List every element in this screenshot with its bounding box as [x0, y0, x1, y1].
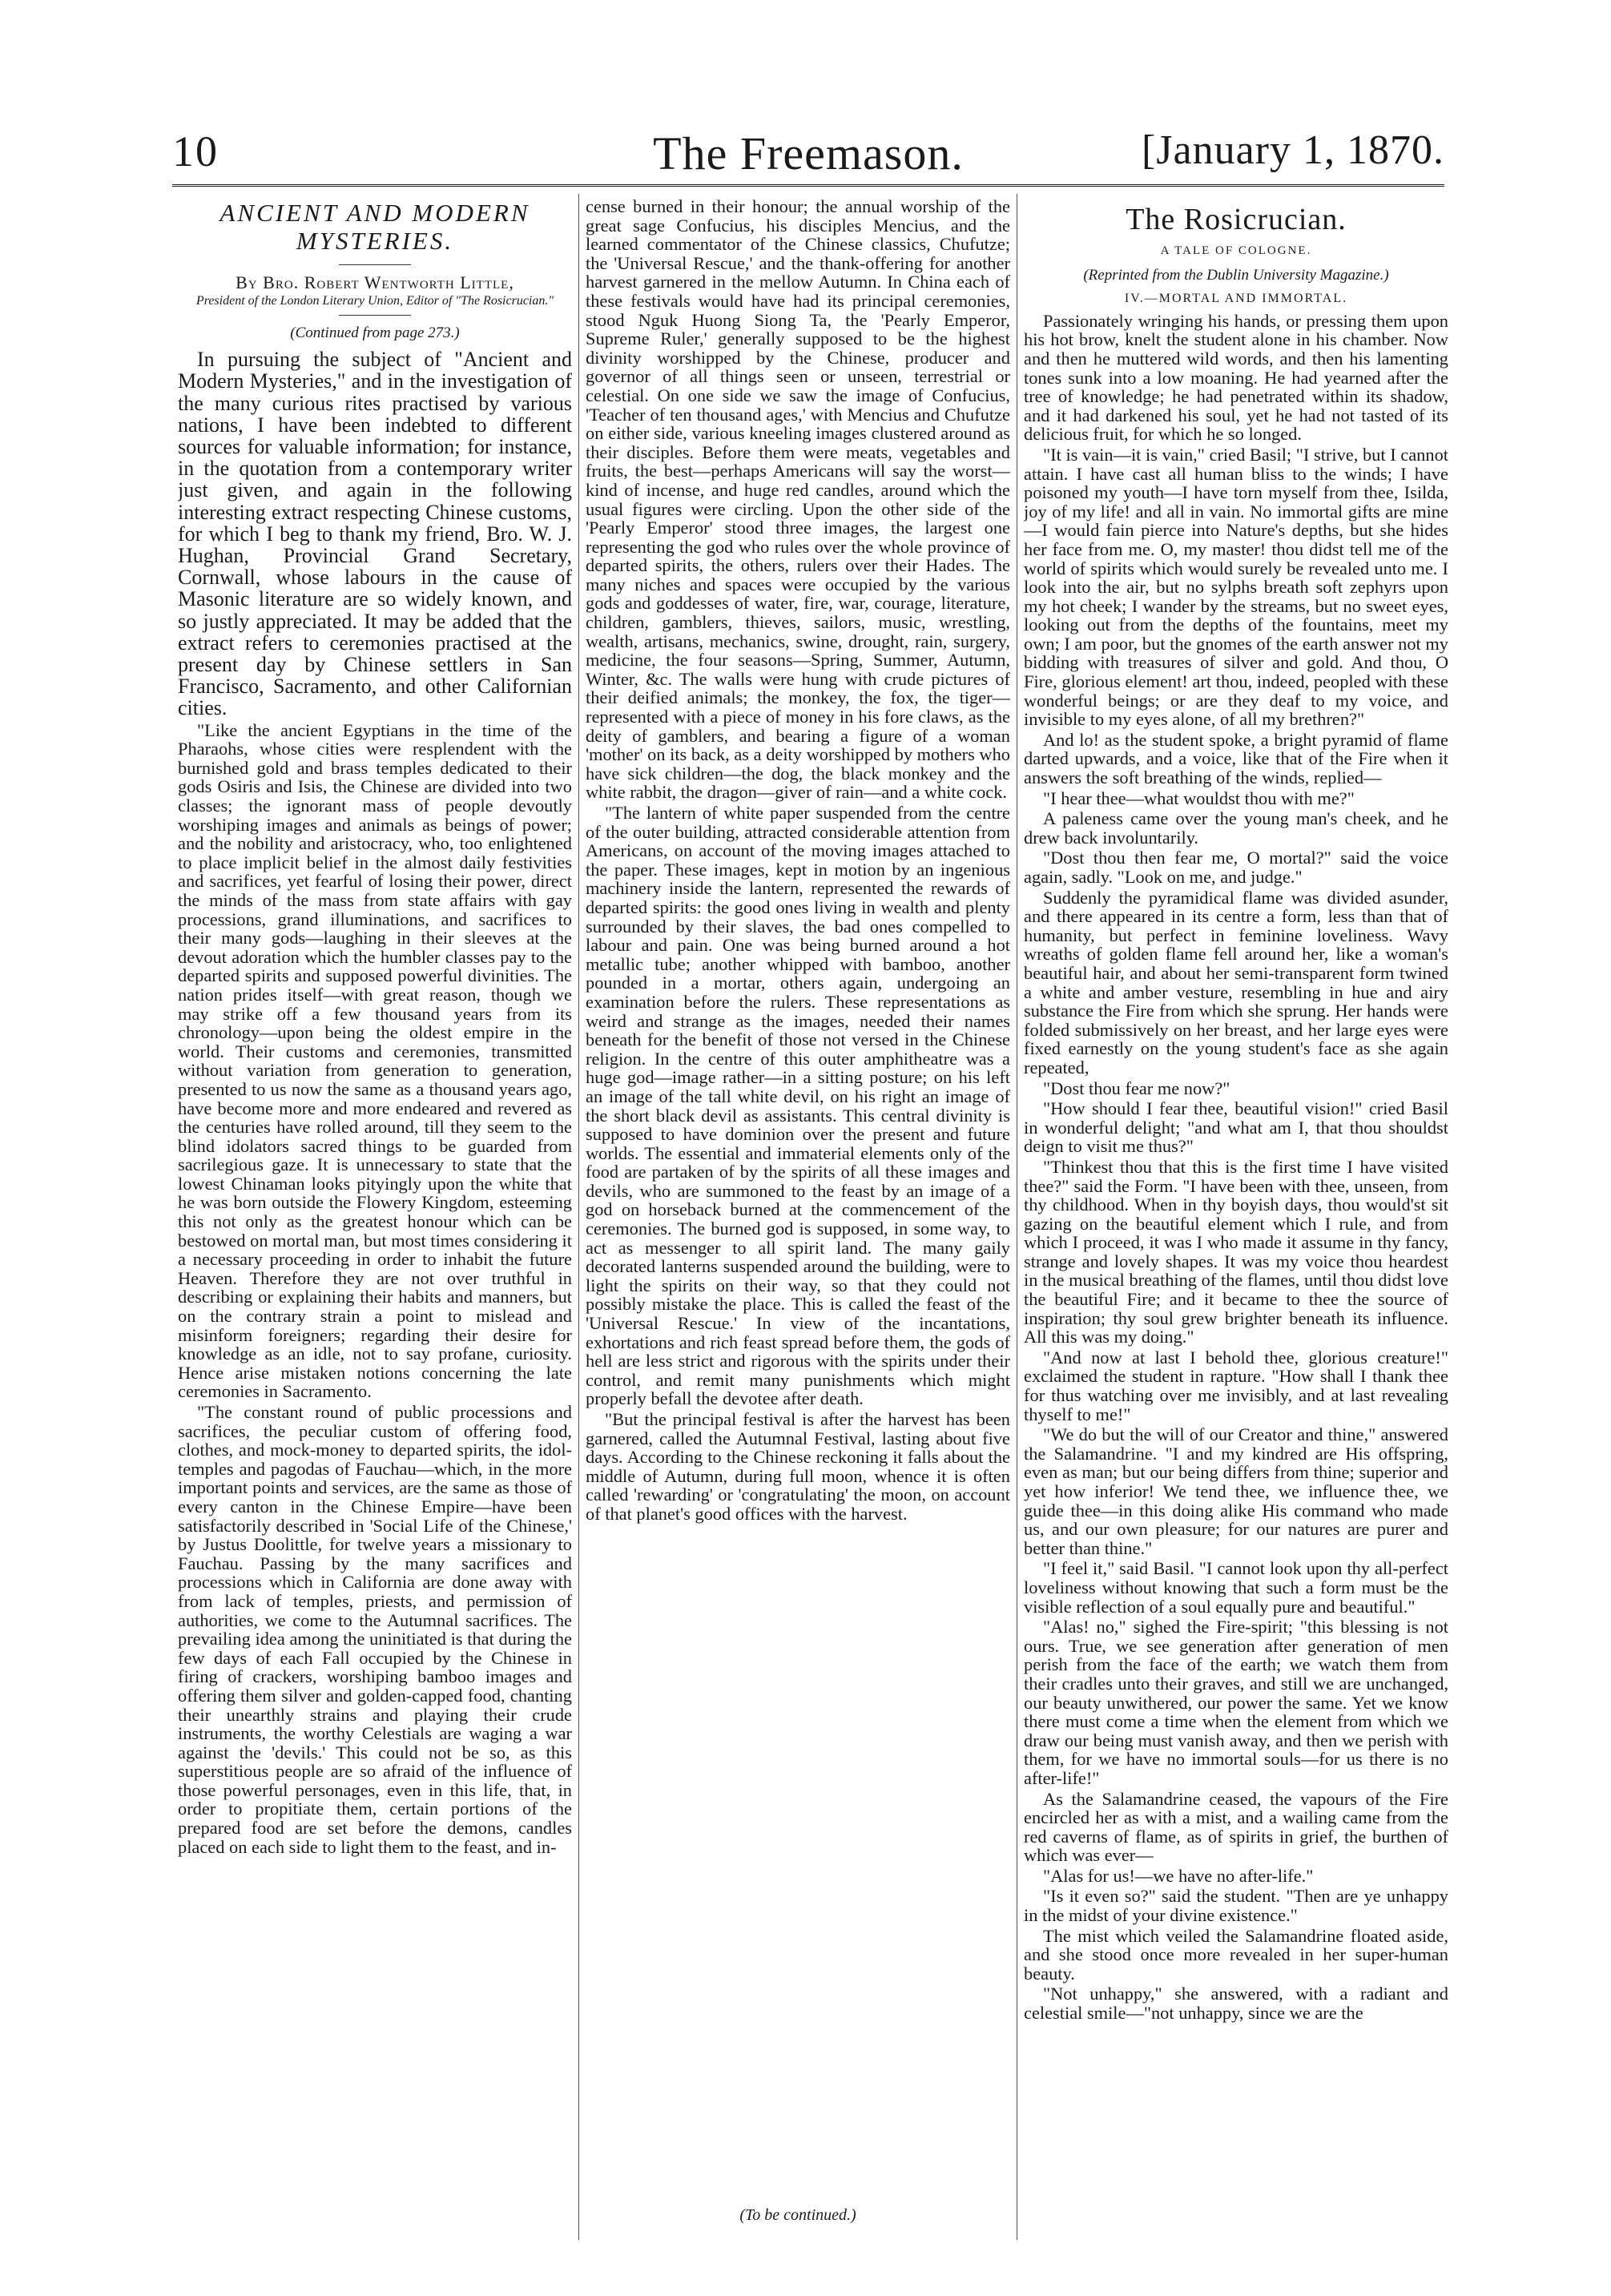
- column-1: [178, 197, 572, 2224]
- story-paragraph: "Alas! no," sighed the Fire-spirit; "this blessing is not ours. True, we see generation after generation of men perish from the face of the earth; we watch them from their cradles unto their graves, and still we are unchanged, our beauty unwithered, our power the same. Yet we know there must come a time when the element from which we draw our being must vanish away, and then we perish with them, for we have no immortal souls—for us there is no after-life!": [1024, 1617, 1448, 1788]
- column-3: [1024, 197, 1448, 2224]
- publication-title: The Freemason.: [653, 127, 964, 179]
- article-byline: By Bro. Robert Wentworth Little,: [236, 272, 514, 292]
- story-paragraph: "Dost thou fear me now?": [1043, 1078, 1230, 1098]
- body-paragraph: "Like the ancient Egyptians in the time of the Pharaohs, whose cities were resplendent with the burnished gold and brass temples dedicated to their gods Osiris and Isis, the Chinese are divided into two classes; the ignorant mass of people devoutly worshiping images and animals as beings of power; and the nobility and aristocracy, who, too enlightened to place implicit belief in the almost daily festivities and sacrifices, yet fearful of losing their power, direct the minds of the mass from state affairs with gay processions, grand illuminations, and sacrifices to their many gods—laughing in their sleeves at the devout adoration which the humbler classes pay to the departed spirits and supposed powerful divinities. The nation prides itself—with great reason, though we may strike off a few thousand years from its chronology—upon being the oldest empire in the world. Their customs and ceremonies, transmitted without variation from generation to generation, presented to us now the same as a thousand years ago, have become more and more endeared and revered as the centuries have rolled around, till they seem to the blind idolators sacred things to be guarded from sacrilegious gaze. It is unnecessary to state that the lowest Chinaman looks pityingly upon the white that he was born outside the Flowery Kingdom, esteeming this not only as the greatest honour which can be bestowed on mortal man, but most times considering it a necessary proceeding in order to inhabit the future Heaven. Therefore they are not over truthful in describing or explaining their habits and manners, but on the contrary strain a point to mislead and misinform foreigners; regarding their desire for knowledge as an idle, not to say profane, curiosity. Hence arise mistaken notions concerning the late ceremonies in Sacramento.: [178, 719, 572, 1402]
- article-headline: ANCIENT AND MODERN MYSTERIES.: [219, 199, 530, 255]
- column-2: [586, 197, 1010, 2224]
- story-paragraph: "Thinkest thou that this is the first time I have visited thee?" said the Form. "I have been with thee, unseen, from thy childhood. When in thy boyish days, thou would'st sit gazing on the beautiful element which I rule, and from which I proceed, it was I who made it assume in thy fancy, strange and lovely shapes. It was my voice thou heardest in the musical breathing of the flames, until thou didst love the beautiful Fire; and it became to thee the source of inspiration; thy soul grew brighter beneath its influence. All this was my doing.": [1024, 1156, 1448, 1347]
- story-paragraph: "Dost thou then fear me, O mortal?" said the voice again, sadly. "Look on me, and judge.": [1024, 848, 1448, 887]
- story-paragraph: A paleness came over the young man's cheek, and he drew back involuntarily.: [1024, 808, 1448, 848]
- story-paragraph: Suddenly the pyramidical flame was divided asunder, and there appeared in its centre a form, less than that of humanity, but perfect in feminine loveliness. Wavy wreaths of golden flame fell around her, like a woman's beautiful hair, and about her semi-transparent form twined a white and amber vesture, resembling in hue and airy substance the Fire from which she sprung. Her hands were folded submissively on her breast, and her large eyes were fixed earnestly on the young student's face as she again repeated,: [1024, 887, 1448, 1078]
- story-paragraph: "Alas for us!—we have no after-life.": [1043, 1865, 1314, 1886]
- story-body: [1024, 312, 1448, 2023]
- chapter-heading: IV.—MORTAL AND IMMORTAL.: [1124, 292, 1348, 306]
- to-be-continued-note: (To be continued.): [739, 2206, 856, 2224]
- story-paragraph: "Is it even so?" said the student. "Then are ye unhappy in the midst of your divine existence.": [1024, 1886, 1448, 1926]
- story-paragraph: "And now at last I behold thee, glorious creature!" exclaimed the student in rapture. "How shall I thank thee for thus watching over me invisibly, and at last revealing thyself to me!": [1024, 1347, 1448, 1424]
- byline-rule: [339, 315, 411, 316]
- story-paragraph: "I feel it," said Basil. "I cannot look upon thy all-perfect loveliness without knowing that such a form must be the visible reflection of a soul equally pure and beautiful.": [1024, 1558, 1448, 1617]
- masthead: [172, 127, 1444, 183]
- page-number: 10: [172, 127, 219, 175]
- reprint-note: (Reprinted from the Dublin University Magazine.): [1083, 266, 1389, 284]
- author-description: President of the London Literary Union, Editor of "The Rosicrucian.": [195, 293, 554, 308]
- body-paragraph: "The lantern of white paper suspended from the centre of the outer building, attracted considerable attention from Americans, on account of the moving images attached to the paper. These images, kept in motion by an ingenious machinery inside the lantern, represented the rewards of departed spirits: the good ones living in wealth and plenty surrounded by their slaves, the bad ones compelled to labour and pain. One was being burned around a hot metallic tube; another whipped with bamboo, another pounded in a mortar, others again, undergoing an examination before the rulers. These representations as weird and strange as the images, needed their names beneath for the benefit of those not versed in the Chinese religion. In the centre of this outer amphitheatre was a huge god—image rather—in a sitting posture; on his left an image of the tall white devil, on his right an image of the short black devil as assistants. This central divinity is supposed to have dominion over the present and future worlds. The essential and immaterial elements only of the food are partaken of by the spirits of all these images and devils, who are summoned to the feast by an image of a god on horseback burned at the commencement of the ceremonies. The burned god is supposed, in some way, to act as messenger to all spirit land. The many gaily decorated lanterns suspended around the building, were to light the spirits on their way, so that they could not possibly mistake the place. This is called the feast of the 'Universal Rescue.' In view of the incantations, exhortations and rich feast spread before them, the gods of hell are less strict and rigorous with the spirits under their control, and remit many punishments which might properly befall the devotee after death.: [586, 803, 1010, 1409]
- story-paragraph: And lo! as the student spoke, a bright pyramid of flame darted upwards, and a voice, like that of the Fire when it answers the soft breathing of the winds, replied—: [1024, 729, 1448, 788]
- body-paragraph: "But the principal festival is after the harvest has been garnered, called the Autumnal Festival, lasting about five days. According to the Chinese reckoning it falls about the middle of Autumn, during full moon, whence it is often called 'rewarding' or 'congratulating' the moon, on account of that planet's good offices with the harvest.: [586, 1409, 1010, 1524]
- masthead-rule: [172, 184, 1444, 189]
- story-paragraph: "We do but the will of our Creator and thine," answered the Salamandrine. "I and my kindred are His offspring, even as man; but our being differs from thine; superior and yet how inferior! We tend thee, we influence thee, we guide thee—in this doing alike His command who made us, and our own pleasure; for our natures are purer and better than thine.": [1024, 1424, 1448, 1558]
- story-paragraph: "I hear thee—what wouldst thou with me?": [1043, 787, 1355, 808]
- story-paragraph: "How should I fear thee, beautiful vision!" cried Basil in wonderful delight; "and what am I, that thou shouldst deign to visit me thus?": [1024, 1098, 1448, 1157]
- body-paragraph: "The constant round of public processions and sacrifices, the peculiar custom of offering food, clothes, and mock-money to departed spirits, the idol-temples and pagodas of Fauchau—which, in the more important points and services, are the same as those of every canton in the Chinese Empire—have been satisfactorily described in 'Social Life of the Chinese,' by Justus Doolittle, for twelve years a missionary to Fauchau. Passing by the many sacrifices and processions which in California are done away with from lack of temples, priests, and permission of authorities, we come to the Autumnal sacrifices. The prevailing idea among the uninitiated is that during the few days of each Fall occupied by the Chinese in firing of crackers, worshiping bamboo images and offering them silver and golden-capped food, chanting their unearthly strains and playing their crude instruments, the worthy Celestials are waging a war against the 'devils.' This could not be so, as this superstitious people are so afraid of the influence of those powerful personages, even in this life, that, in order to propitiate them, certain portions of the prepared food are set before the demons, candles placed on each side to light them to the feast, and in-: [178, 1402, 572, 1857]
- body-paragraph: cense burned in their honour; the annual worship of the great sage Confucius, his disciples Mencius, and the learned commentator of the Chinese classics, Chufutze; the 'Universal Rescue,' and the thank-offering for another harvest garnered in the mellow Autumn. In China each of these festivals would have had its principal ceremonies, stood Nguk Huong Siong Ta, the 'Pearly Emperor, Supreme Ruler,' generally supposed to be the highest divinity worshipped by the Chinese, producer and governor of all things seen or unseen, terrestrial or celestial. On one side we saw the image of Confucius, 'Teacher of ten thousand ages,' with Mencius and Chufutze on either side, various kneeling images clustered around as their disciples. Before them were meats, vegetables and fruits, the best—perhaps Americans will say the worst—kind of incense, and huge red candles, around which the usual figures were circling. Upon the other side of the 'Pearly Emperor' stood three images, the largest one representing the god who rules over the whole province of departed spirits, the others, rulers over their Hades. The many niches and spaces were occupied by the various gods and goddesses of water, fire, war, courage, literature, children, gamblers, thieves, sailors, music, wrestling, wealth, artisans, mechanics, swine, drought, rain, surgery, medicine, the four seasons—Spring, Summer, Autumn, Winter, &c. The walls were hung with crude pictures of their deified animals; the monkey, the fox, the tiger—represented with a piece of money in his fore claws, as the deity of gamblers, and bearing a figure of a woman 'mother' on its back, as a deity worshipped by mothers who have sick children—the dog, the black monkey and the white rabbit, the dragon—giver of rain—and a white cock.: [586, 197, 1010, 803]
- story-paragraph: "Not unhappy," she answered, with a radiant and celestial smile—"not unhappy, since we are the: [1024, 1984, 1448, 2024]
- issue-date: [January 1, 1870.: [1141, 127, 1444, 173]
- story-paragraph: As the Salamandrine ceased, the vapours of the Fire encircled her as with a mist, and a wailing came from the red caverns of flame, as of spirits in grief, the burthen of which was ever—: [1024, 1788, 1448, 1866]
- story-title: The Rosicrucian.: [1126, 203, 1347, 236]
- story-paragraph: The mist which veiled the Salamandrine floated aside, and she stood once more revealed in her super-human beauty.: [1024, 1925, 1448, 1984]
- story-paragraph: Passionately wringing his hands, or pressing them upon his hot brow, knelt the student alone in his chamber. Now and then he muttered wild words, and then his lamenting tones sunk into a low moaning. He had yearned after the tree of knowledge; he had penetrated within its shadow, and it had darkened his soul, yet he had not tasted of its delicious fruit, for which he so longed.: [1024, 310, 1448, 445]
- story-paragraph: "It is vain—it is vain," cried Basil; "I strive, but I cannot attain. I have cast all human bliss to the winds; I have poisoned my youth—I have torn myself from thee, Isilda, joy of my life! and all in vain. No immortal gifts are mine—I would fain pierce into Nature's depths, but she hides her face from me. O, my master! thou didst tell me of the world of spirits which would surely be revealed unto me. I look into the air, but no sylphs breath soft zephyrs upon my hot cheek; I wander by the streams, but no sweet eyes, looking out from the depths of the fountains, meet my own; I am poor, but the gnomes of the earth answer not my bidding with treasures of silver and gold. And thou, O Fire, glorious element! art thou, indeed, peopled with these wonderful beings; or are they deaf to my voice, and invisible to my eyes alone, of all my brethren?": [1024, 444, 1448, 730]
- column-divider-1: [578, 194, 579, 2240]
- body-paragraph: In pursuing the subject of "Ancient and Modern Mysteries," and in the investigation of the many curious rites practised by various nations, I have been indebted to different sources for valuable information; for instance, in the quotation from a contemporary writer just given, and again in the following interesting extract respecting Chinese customs, for which I beg to thank my friend, Bro. W. J. Hughan, Provincial Grand Secretary, Cornwall, whose labours in the cause of Masonic literature are so widely known, and so justly appreciated. It may be added that the extract refers to ceremonies practised at the present day by Chinese settlers in San Francisco, Sacramento, and other Californian cities.: [178, 348, 572, 720]
- continued-note: (Continued from page 273.): [290, 324, 460, 341]
- story-subtitle: A TALE OF COLOGNE.: [1160, 244, 1312, 257]
- headline-rule: [339, 264, 411, 265]
